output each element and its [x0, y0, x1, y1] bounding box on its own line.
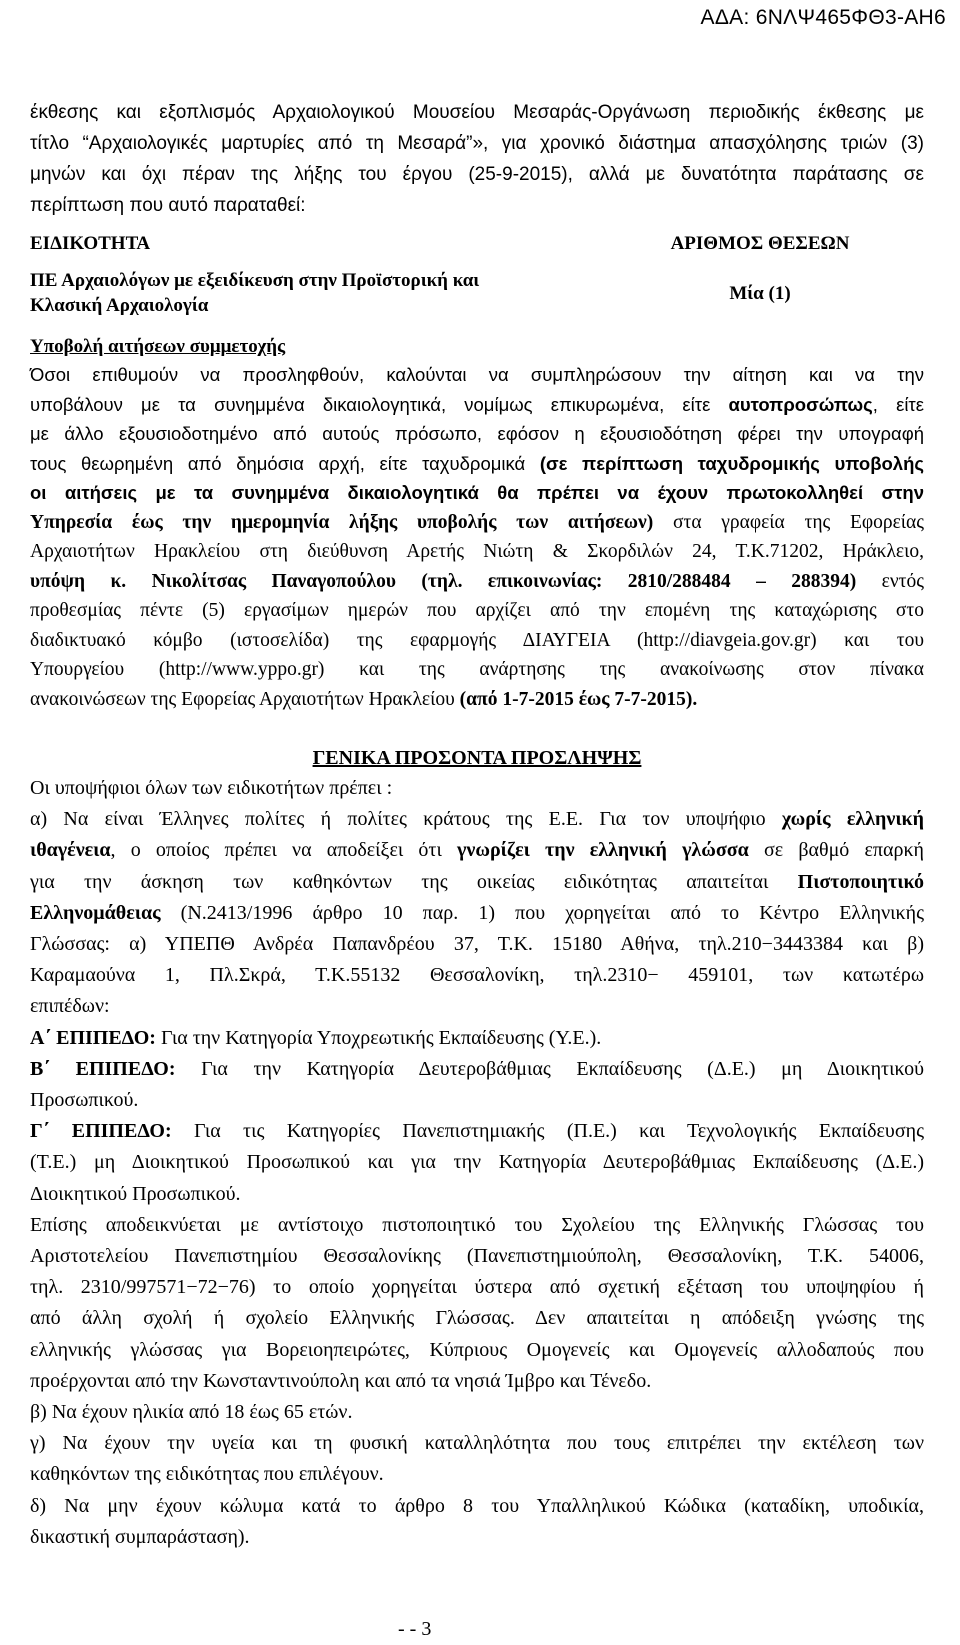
text-line: Επίσης αποδεικνύεται με αντίστοιχο πιστοποιητικό του Σχολείου της Ελληνικής Γλώσσας του — [30, 1213, 924, 1236]
text-run: εντός — [856, 570, 924, 592]
text-line — [30, 478, 924, 508]
text-line: β) Να έχουν ηλικία από 18 έως 65 ετών. — [30, 1401, 353, 1424]
text-run-bold: Γ΄ ΕΠΙΠΕΔΟ: — [30, 1120, 172, 1143]
text-run-bold: ιθαγένεια — [30, 839, 111, 862]
text-run-bold: Β΄ ΕΠΙΠΕΔΟ: — [30, 1057, 176, 1080]
page-number: - - 3 — [398, 1618, 432, 1640]
intro-paragraph — [30, 97, 924, 221]
text-line: καθηκόντων της ειδικότητας που επιλέγουν. — [30, 1463, 384, 1486]
text-run-bold: Πιστοποιητικό — [797, 870, 924, 893]
text-run: Για τις Κατηγορίες Πανεπιστημιακής (Π.Ε.) και Τεχνολογικής Εκπαίδευσης — [171, 1120, 924, 1143]
text-line: Οι υποψήφιοι όλων των ειδικοτήτων πρέπει : — [30, 777, 393, 799]
text-line: έκθεσης και εξοπλισμός Αρχαιολογικού Μουσείου Μεσαράς-Οργάνωση περιοδικής έκθεσης με — [30, 102, 924, 123]
text-line — [30, 1023, 924, 1054]
text-line: περίπτωση που αυτό παραταθεί: — [30, 195, 306, 216]
text-line — [30, 1054, 924, 1085]
specialty-line: Κλασική Αρχαιολογία — [30, 295, 209, 316]
text-line: δικαστική συμπαράσταση). — [30, 1525, 250, 1548]
text-line — [30, 685, 924, 715]
text-line — [30, 449, 924, 479]
text-run: (Ν.2413/1996 άρθρο 10 παρ. 1) που χορηγείται από το Κέντρο Ελληνικής — [160, 901, 924, 924]
text-line — [30, 508, 924, 538]
text-run-bold: Υπηρεσία έως την ημερομηνία λήξης υποβολής των αιτήσεων) — [30, 511, 654, 533]
text-line: δ) Να μην έχουν κώλυμα κατά το άρθρο 8 του Υπαλληλικού Κώδικα (καταδίκη, υποδικία, — [30, 1494, 924, 1517]
text-line — [30, 835, 924, 866]
text-run-bold: υπόψη κ. Νικολίτσας Παναγοπούλου (τηλ. επικοινωνίας: 2810/288484 – 288394) — [30, 570, 857, 592]
table-header-row — [30, 225, 910, 263]
text-run-bold: Ελληνομάθειας — [30, 901, 161, 924]
text-line: Διοικητικού Προσωπικού. — [30, 1182, 241, 1205]
text-line: από άλλη σχολή ή σχολείο Ελληνικής Γλώσσας. Δεν απαιτείται η απόδειξη γνώσης της — [30, 1307, 924, 1330]
text-run: ανακοινώσεων της Εφορείας Αρχαιοτήτων Ηρακλείου — [30, 688, 460, 710]
specialty-header: ΕΙΔΙΚΟΤΗΤΑ — [30, 233, 151, 254]
count-cell: Μία (1) — [729, 282, 791, 304]
submission-title: Υποβολή αιτήσεων συμμετοχής — [30, 336, 286, 357]
text-line — [30, 867, 924, 898]
text-run-bold: (σε περίπτωση ταχυδρομικής υποβολής — [539, 452, 925, 474]
submission-continued — [30, 508, 924, 715]
text-line: τηλ. 2310/997571−72−76) το οποίο χορηγείται ύστερα από σχετική εξέταση του υποψηφίου ή — [30, 1276, 924, 1299]
text-run: Για την Κατηγορία Υποχρεωτικής Εκπαίδευσης (Υ.Ε.). — [155, 1026, 602, 1049]
positions-table — [30, 225, 910, 323]
document-page — [30, 97, 924, 1553]
specialty-line: ΠΕ Αρχαιολόγων με εξειδίκευση στην Προϊστορική και — [30, 270, 480, 291]
text-run: , είτε — [872, 393, 924, 415]
specialty-cell — [30, 263, 610, 323]
submission-section — [30, 333, 924, 714]
general-qualifications-section — [30, 773, 924, 1553]
text-run-bold: γνωρίζει την ελληνική γλώσσα — [457, 839, 749, 862]
text-line: προέρχονται από την Κωνσταντινούπολη και από τα νησιά Ίμβρο και Τένεδο. — [30, 1369, 652, 1392]
text-line: με άλλο εξουσιοδοτημένο από αυτούς πρόσωπο, εφόσον η εξουσιοδότηση φέρει την υπογραφή — [30, 423, 924, 444]
text-run: σε βαθμό επαρκή — [748, 839, 924, 862]
text-run: για την άσκηση των καθηκόντων της οικείας ειδικότητας απαιτείται — [30, 870, 798, 893]
text-line — [30, 804, 924, 835]
text-line: γ) Να έχουν την υγεία και τη φυσική καταλληλότητα που τους επιτρέπει την εκτέλεση των — [30, 1432, 924, 1455]
text-line: (Τ.Ε.) μη Διοικητικού Προσωπικού και για την Κατηγορία Δευτεροβάθμιας Εκπαίδευσης (Δ.Ε.) — [30, 1151, 924, 1174]
text-run: στα γραφεία της Εφορείας — [653, 511, 924, 533]
text-run-bold: χωρίς ελληνική — [781, 808, 924, 831]
text-line: μηνών και όχι πέραν της λήξης του έργου (25-9-2015), αλλά με δυνατότητα παράτασης σε — [30, 164, 924, 185]
text-line: Υπουργείου (http://www.yppo.gr) και της ανάρτησης της ανακοίνωσης στον πίνακα — [30, 659, 924, 680]
text-run-bold: Α΄ ΕΠΙΠΕΔΟ: — [30, 1026, 156, 1049]
text-run: , ο οποίος πρέπει να αποδείξει ότι — [110, 839, 458, 862]
text-line — [30, 567, 924, 597]
text-line: τίτλο “Αρχαιολογικές μαρτυρίες από τη Μεσαρά”», για χρονικό διάστημα απασχόλησης τριών (3) — [30, 133, 924, 154]
text-line: Γλώσσας: α) ΥΠΕΠΘ Ανδρέα Παπανδρέου 37, Τ.Κ. 15180 Αθήνα, τηλ.210−3443384 και β) — [30, 933, 924, 956]
text-run-bold: οι αιτήσεις με τα συνημμένα δικαιολογητικά θα πρέπει να έχουν πρωτοκολληθεί στην — [30, 482, 924, 503]
text-run-bold: αυτοπροσώπως — [728, 393, 873, 415]
text-line: διαδικτυακό κόμβο (ιστοσελίδα) της εφαρμογής ΔΙΑΥΓΕΙΑ (http://diavgeia.gov.gr) και του — [30, 629, 924, 651]
text-line — [30, 898, 924, 929]
text-line: ελληνικής γλώσσας για Βορειοηπειρώτες, Κύπριους Ομογενείς και Ομογενείς αλλοδαπούς που — [30, 1338, 924, 1361]
count-header: ΑΡΙΘΜΟΣ ΘΕΣΕΩΝ — [670, 233, 850, 254]
text-line — [30, 1116, 924, 1147]
text-line: Προσωπικού. — [30, 1089, 139, 1112]
text-run: Για την Κατηγορία Δευτεροβάθμιας Εκπαίδευσης (Δ.Ε.) μη Διοικητικού — [201, 1057, 925, 1080]
text-line: επιπέδων: — [30, 995, 110, 1018]
text-line: Αρχαιοτήτων Ηρακλείου στη διεύθυνση Αρετής Νιώτη & Σκορδιλών 24, Τ.Κ.71202, Ηράκλειο, — [30, 541, 924, 562]
general-qualifications-title: ΓΕΝΙΚΑ ΠΡΟΣΟΝΤΑ ΠΡΟΣΛΗΨΗΣ — [312, 747, 642, 769]
text-run: α) Να είναι Έλληνες πολίτες ή πολίτες κράτους της Ε.Ε. Για τον υποψήφιο — [30, 808, 782, 831]
text-run: τους θεωρημένη από δημόσια αρχή, είτε ταχυδρομικά — [30, 452, 540, 474]
text-line — [30, 390, 924, 420]
table-row — [30, 263, 910, 323]
text-run: υποβάλουν με τα συνημμένα δικαιολογητικά, νομίμως επικυρωμένα, είτε — [30, 393, 729, 415]
text-line: Αριστοτελείου Πανεπιστημίου Θεσσαλονίκης (Πανεπιστημιούπολη, Θεσσαλονίκη, Τ.Κ. 54006, — [30, 1245, 924, 1268]
text-line: Όσοι επιθυμούν να προσληφθούν, καλούνται να συμπληρώσουν την αίτηση και να την — [30, 364, 924, 385]
text-run-bold: (από 1-7-2015 έως 7-7-2015). — [459, 688, 698, 710]
ada-code: ΑΔΑ: 6ΝΛΨ465ΦΘ3-ΑΗ6 — [700, 6, 946, 29]
text-line: προθεσμίας πέντε (5) εργασίμων ημερών που αρχίζει από την επομένη της καταχώρισης στο — [30, 600, 924, 621]
text-line: Καραμαούνα 1, Πλ.Σκρά, Τ.Κ.55132 Θεσσαλονίκη, τηλ.2310− 459101, των κατωτέρω — [30, 964, 924, 987]
